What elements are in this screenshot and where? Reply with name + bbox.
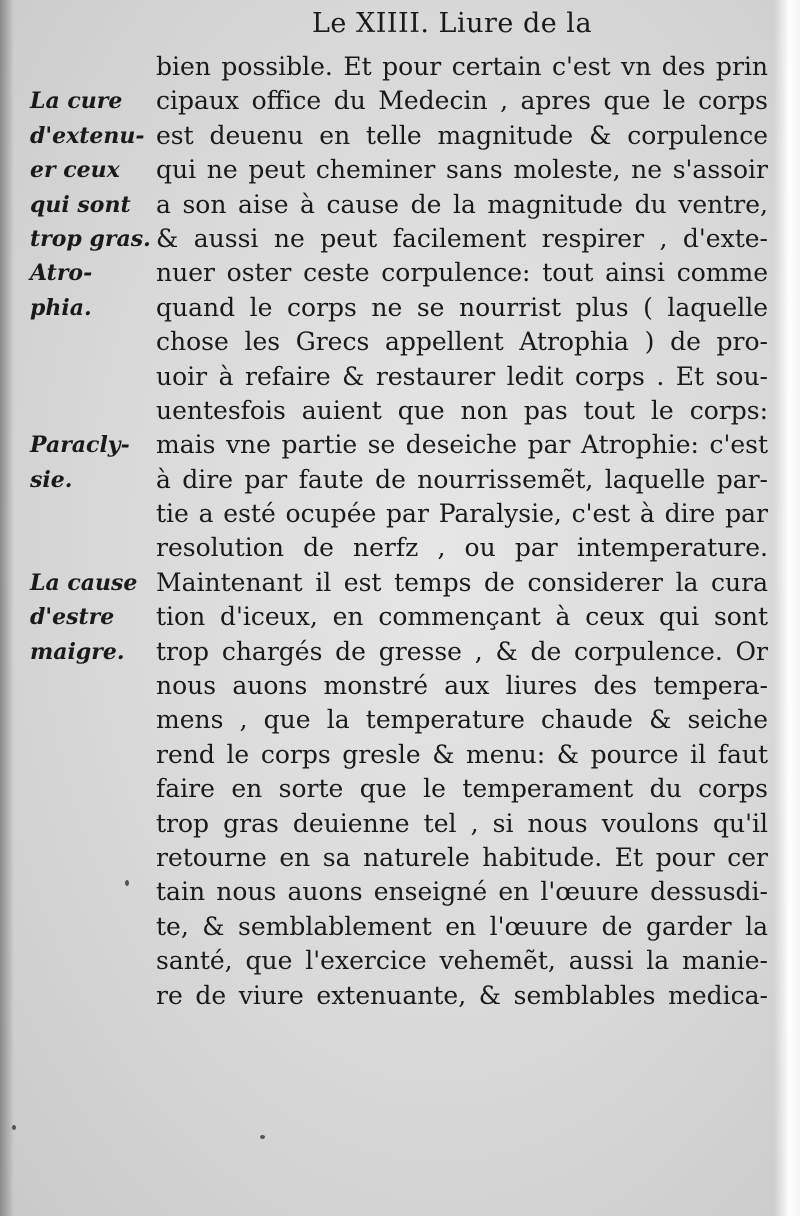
margin-note-line: sie.	[30, 466, 73, 493]
text-line: a son aise à cause de la magnitude du ventre,	[156, 189, 768, 219]
text-line: quand le corps ne se nourrist plus ( laquelle	[156, 292, 768, 322]
margin-note-line: La cause	[30, 570, 138, 596]
text-line: tain nous auons enseigné en l'œuure dessusdi-	[156, 877, 768, 907]
text-line: mais vne partie se deseiche par Atrophie: c'est	[156, 430, 768, 460]
margin-note-line: Paracly-	[30, 432, 130, 459]
margin-note	[30, 566, 160, 669]
margin-note-line: er ceux	[30, 157, 120, 184]
margin-note	[30, 84, 160, 256]
margin-note-line: phia.	[30, 294, 92, 321]
text-line: chose les Grecs appellent Atrophia ) de pro-	[156, 327, 768, 357]
text-line: santé, que l'exercice vehemẽt, aussi la manie-	[156, 946, 768, 976]
text-line: tie a esté ocupée par Paralysie, c'est à dire par	[156, 499, 768, 529]
text-line: resolution de nerfz , ou par intemperature.	[156, 533, 768, 563]
margin-note-line: maigre.	[30, 638, 125, 665]
body-text	[156, 50, 768, 1013]
ink-speck	[260, 1135, 265, 1139]
margin-note-line: qui sont	[30, 191, 131, 218]
ink-speck	[125, 880, 129, 886]
text-line: trop chargés de gresse , & de corpulence. Or	[156, 636, 768, 666]
text-line: tion d'iceux, en commençant à ceux qui sont	[156, 602, 768, 632]
margin-note-line: d'estre	[30, 604, 115, 631]
text-line: Maintenant il est temps de considerer la cura	[156, 567, 768, 597]
text-line: qui ne peut cheminer sans moleste, ne s'assoir	[156, 155, 768, 185]
margin-note	[30, 428, 160, 497]
text-line: mens , que la temperature chaude & seiche	[156, 705, 768, 735]
margin-note	[30, 256, 160, 325]
text-line: rend le corps gresle & menu: & pource il faut	[156, 739, 768, 769]
margin-note-line: La cure	[30, 88, 123, 115]
text-line: uentesfois auient que non pas tout le corps:	[156, 395, 768, 425]
text-line: te, & semblablement en l'œuure de garder la	[156, 911, 768, 941]
text-line: à dire par faute de nourrissemẽt, laquelle par-	[156, 464, 768, 494]
ink-speck	[12, 1125, 16, 1130]
text-line: est deuenu en telle magnitude & corpulence	[156, 120, 768, 150]
text-line: faire en sorte que le temperament du corps	[156, 774, 768, 804]
text-line: nuer oster ceste corpulence: tout ainsi comme	[156, 258, 768, 288]
text-line: & aussi ne peut facilement respirer , d'exte-	[156, 223, 768, 253]
text-line: nous auons monstré aux liures des tempera-	[156, 671, 768, 701]
running-head: Le XIIII. Liure de la	[312, 8, 593, 39]
margin-note-line: trop gras.	[30, 226, 151, 253]
text-line: uoir à refaire & restaurer ledit corps . Et sou-	[156, 361, 768, 391]
text-line: re de viure extenuante, & semblables medica-	[156, 980, 768, 1010]
text-line: cipaux office du Medecin , apres que le corps	[156, 86, 768, 116]
text-line: trop gras deuienne tel , si nous voulons qu'il	[156, 808, 768, 838]
margin-note-line: Atro-	[30, 260, 93, 287]
text-line: retourne en sa naturele habitude. Et pour cer	[156, 842, 768, 872]
margin-note-line: d'extenu-	[30, 122, 145, 149]
text-line: bien possible. Et pour certain c'est vn des prin	[156, 52, 768, 81]
